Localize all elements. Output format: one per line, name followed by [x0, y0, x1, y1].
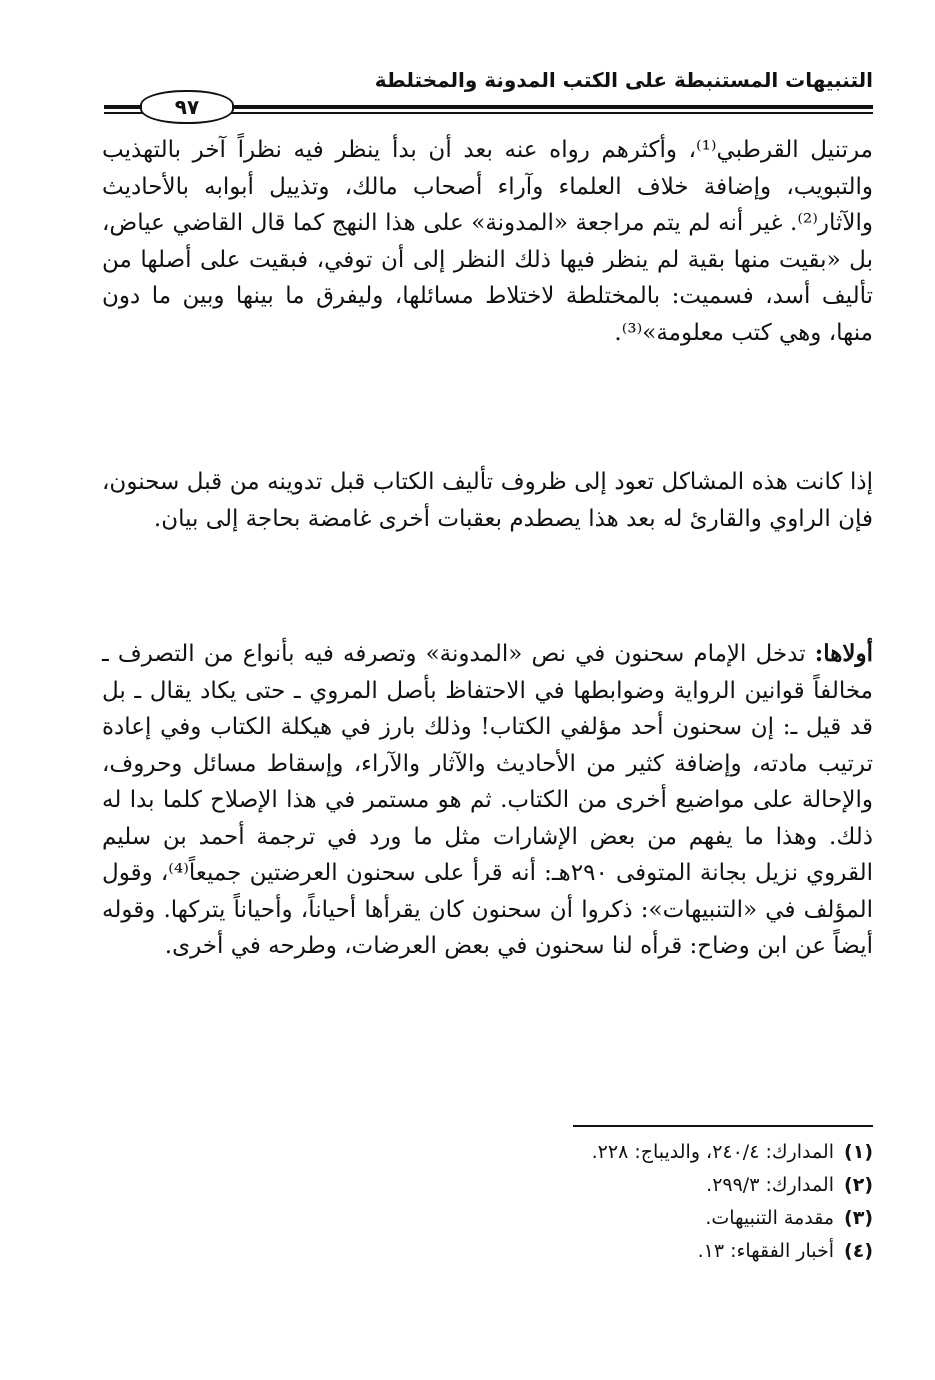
- footnote-2: [102, 1169, 873, 1202]
- paragraph-3-content: [102, 636, 873, 965]
- paragraph-3-text: تدخل الإمام سحنون في نص «المدونة» وتصرفه فيه بأنواع من التصرف ـ مخالفاً قوانين الرواية وضوابطها في الاحتفاظ بأصل المروي ـ حتى يكاد يقال ـ بل قد قيل ـ: إن سحنون أحد مؤلفي الكتاب! وذلك بارز في هيكلة الكتاب وفي إعادة ترتيب مادته، وإضافة كثير من الأحاديث والآثار والآراء، وإسقاط مسائل وحروف، والإحالة على مواضيع أخرى من الكتاب. ثم هو مستمر في هذا الإصلاح كلما بدا له ذلك. وهذا ما يفهم من بعض الإشارات مثل ما ورد في ترجمة أحمد بن سليم القروي نزيل بجانة المتوفى ٢٩٠هـ: أنه قرأ على سحنون العرضتين جميعاً⁽⁴⁾، وقول المؤلف في «التنبيهات»: ذكروا أن سحنون كان يقرأها أحياناً، وأحياناً يتركها. وقوله أيضاً عن ابن وضاح: قرأه لنا سحنون في بعض العرضات، وطرحه في أخرى.: [102, 641, 873, 959]
- footnote-number: (٤): [844, 1240, 873, 1262]
- footnote-text: المدارك: ٢٩٩/٣.: [706, 1174, 835, 1196]
- running-header-title: التنبيهات المستنبطة على الكتب المدونة والمختلطة: [374, 68, 873, 92]
- page-number: ٩٧: [140, 90, 234, 124]
- paragraph-2-text: إذا كانت هذه المشاكل تعود إلى ظروف تأليف الكتاب قبل تدوينه من قبل سحنون، فإن الراوي والقارئ له بعد هذا يصطدم بعقبات أخرى غامضة بحاجة إلى بيان.: [102, 469, 873, 532]
- footnotes: [102, 1136, 873, 1268]
- footnote-1: [102, 1136, 873, 1169]
- footnote-3: [102, 1202, 873, 1235]
- paragraph-2: [102, 464, 873, 537]
- paragraph-1: [102, 132, 873, 351]
- footnote-number: (٣): [844, 1207, 873, 1229]
- footnote-text: أخبار الفقهاء: ١٣.: [697, 1240, 835, 1262]
- footnote-text: المدارك: ٢٤٠/٤، والديباج: ٢٢٨.: [591, 1141, 835, 1163]
- footnote-separator: [573, 1125, 873, 1127]
- footnote-number: (٢): [844, 1174, 873, 1196]
- paragraph-3-lead: أولاها:: [814, 640, 873, 667]
- paragraph-3: [102, 636, 873, 965]
- footnote-text: مقدمة التنبيهات.: [705, 1207, 835, 1229]
- footnote-number: (١): [844, 1141, 873, 1163]
- footnote-4: [102, 1235, 873, 1268]
- paragraph-1-text: مرتنيل القرطبي⁽¹⁾، وأكثرهم رواه عنه بعد أن بدأ ينظر فيه نظراً آخر بالتهذيب والتبويب، وإضافة خلاف العلماء وآراء أصحاب مالك، وتذييل أبوابه بالأحاديث والآثار⁽²⁾. غير أنه لم يتم مراجعة «المدونة» على هذا النهج كما قال القاضي عياض، بل «بقيت منها بقية لم ينظر فيها ذلك النظر إلى أن توفي، فبقيت على أصلها من تأليف أسد، فسميت: بالمختلطة لاختلاط مسائلها، وليفرق ما بينها وبين ما دون منها، وهي كتب معلومة»⁽³⁾.: [102, 137, 873, 346]
